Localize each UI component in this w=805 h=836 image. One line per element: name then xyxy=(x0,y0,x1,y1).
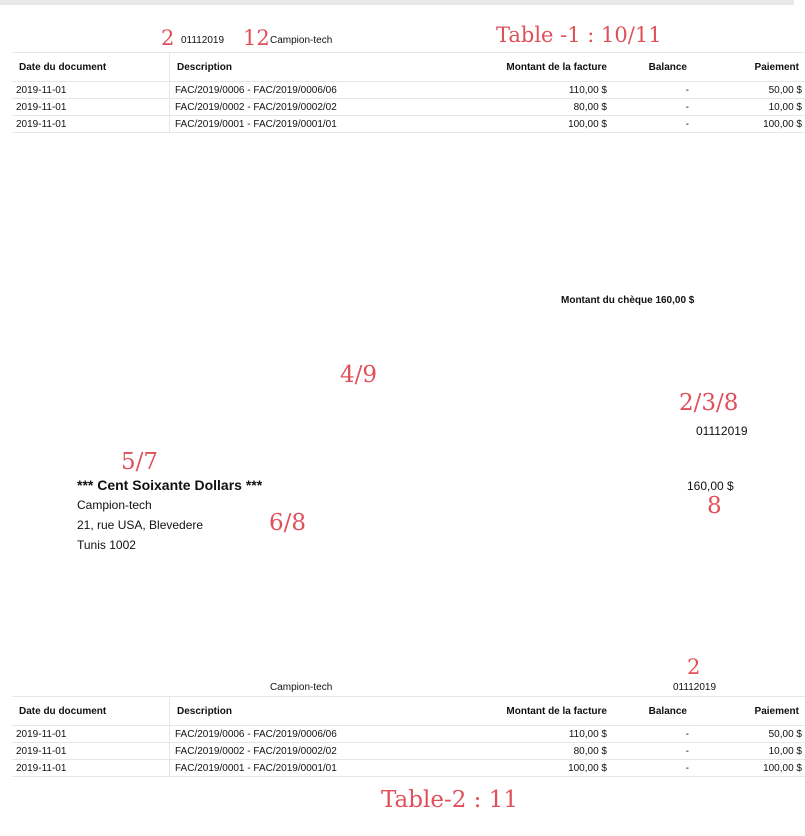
bottom-header-payee: Campion-tech xyxy=(270,682,333,693)
column-header-date: Date du document xyxy=(12,53,170,82)
cell-amount: 80,00 $ xyxy=(381,743,611,760)
table-row xyxy=(12,726,805,743)
cheque-amount: 160,00 $ xyxy=(687,479,734,493)
cell-amount: 100,00 $ xyxy=(381,760,611,777)
cell-description: FAC/2019/0006 - FAC/2019/0006/06 xyxy=(170,82,382,99)
payee-address-block xyxy=(77,495,203,555)
cell-amount: 80,00 $ xyxy=(381,99,611,116)
cell-amount: 110,00 $ xyxy=(381,82,611,99)
bottom-header-date: 01112019 xyxy=(673,682,717,693)
cell-amount: 110,00 $ xyxy=(381,726,611,743)
table-row xyxy=(12,99,805,116)
top-header-payee: Campion-tech xyxy=(270,35,333,46)
cell-description: FAC/2019/0001 - FAC/2019/0001/01 xyxy=(170,760,382,777)
payee-address-line2: Tunis 1002 xyxy=(77,538,136,552)
cell-date: 2019-11-01 xyxy=(12,82,170,99)
cell-description: FAC/2019/0001 - FAC/2019/0001/01 xyxy=(170,116,382,133)
column-header-payment: Paiement xyxy=(707,697,805,726)
annotation-words-marker: 5/7 xyxy=(121,449,159,475)
cell-date: 2019-11-01 xyxy=(12,99,170,116)
cheque-amount-in-words: *** Cent Soixante Dollars *** xyxy=(77,477,263,493)
annotation-bottom-date-marker: 2 xyxy=(687,655,701,679)
cell-payment: 10,00 $ xyxy=(707,743,805,760)
annotation-top-date-marker: 2 xyxy=(161,26,175,50)
annotation-address-marker: 6/8 xyxy=(269,510,307,536)
cell-payment: 50,00 $ xyxy=(707,82,805,99)
column-header-date: Date du document xyxy=(12,697,170,726)
cheque-date: 01112019 xyxy=(696,424,748,438)
cell-description: FAC/2019/0002 - FAC/2019/0002/02 xyxy=(170,99,382,116)
top-bar xyxy=(0,0,794,5)
annotation-top-payee-marker: 12 xyxy=(243,26,270,50)
annotation-amount-marker: 8 xyxy=(707,493,722,519)
invoice-table-1 xyxy=(12,52,805,133)
cell-date: 2019-11-01 xyxy=(12,760,170,777)
cell-balance: - xyxy=(611,743,707,760)
column-header-balance: Balance xyxy=(611,697,707,726)
invoice-table-2 xyxy=(12,696,805,777)
column-header-balance: Balance xyxy=(611,53,707,82)
cell-payment: 50,00 $ xyxy=(707,726,805,743)
cell-date: 2019-11-01 xyxy=(12,116,170,133)
table-row xyxy=(12,760,805,777)
column-header-payment: Paiement xyxy=(707,53,805,82)
cheque-amount-label: Montant du chèque 160,00 $ xyxy=(561,295,695,306)
column-header-amount: Montant de la facture xyxy=(381,53,611,82)
cell-balance: - xyxy=(611,726,707,743)
cell-description: FAC/2019/0002 - FAC/2019/0002/02 xyxy=(170,743,382,760)
cell-balance: - xyxy=(611,82,707,99)
table-row xyxy=(12,82,805,99)
cell-balance: - xyxy=(611,99,707,116)
table-header-row xyxy=(12,697,805,726)
cell-date: 2019-11-01 xyxy=(12,743,170,760)
cell-balance: - xyxy=(611,760,707,777)
table-row xyxy=(12,743,805,760)
table-header-row xyxy=(12,53,805,82)
annotation-date-marker: 2/3/8 xyxy=(679,390,739,416)
payee-address-line1: 21, rue USA, Blevedere xyxy=(77,518,204,532)
cell-payment: 100,00 $ xyxy=(707,116,805,133)
top-header-date: 01112019 xyxy=(181,35,225,46)
cell-payment: 100,00 $ xyxy=(707,760,805,777)
annotation-table2-label: Table-2 : 11 xyxy=(381,787,519,813)
table-row xyxy=(12,116,805,133)
payee-name: Campion-tech xyxy=(77,498,152,512)
column-header-description: Description xyxy=(170,53,382,82)
cell-balance: - xyxy=(611,116,707,133)
column-header-amount: Montant de la facture xyxy=(381,697,611,726)
column-header-description: Description xyxy=(170,697,382,726)
cell-date: 2019-11-01 xyxy=(12,726,170,743)
cell-description: FAC/2019/0006 - FAC/2019/0006/06 xyxy=(170,726,382,743)
cell-payment: 10,00 $ xyxy=(707,99,805,116)
cell-amount: 100,00 $ xyxy=(381,116,611,133)
annotation-table1-label: Table -1 : 10/11 xyxy=(496,23,662,47)
annotation-middle-marker: 4/9 xyxy=(340,362,378,388)
